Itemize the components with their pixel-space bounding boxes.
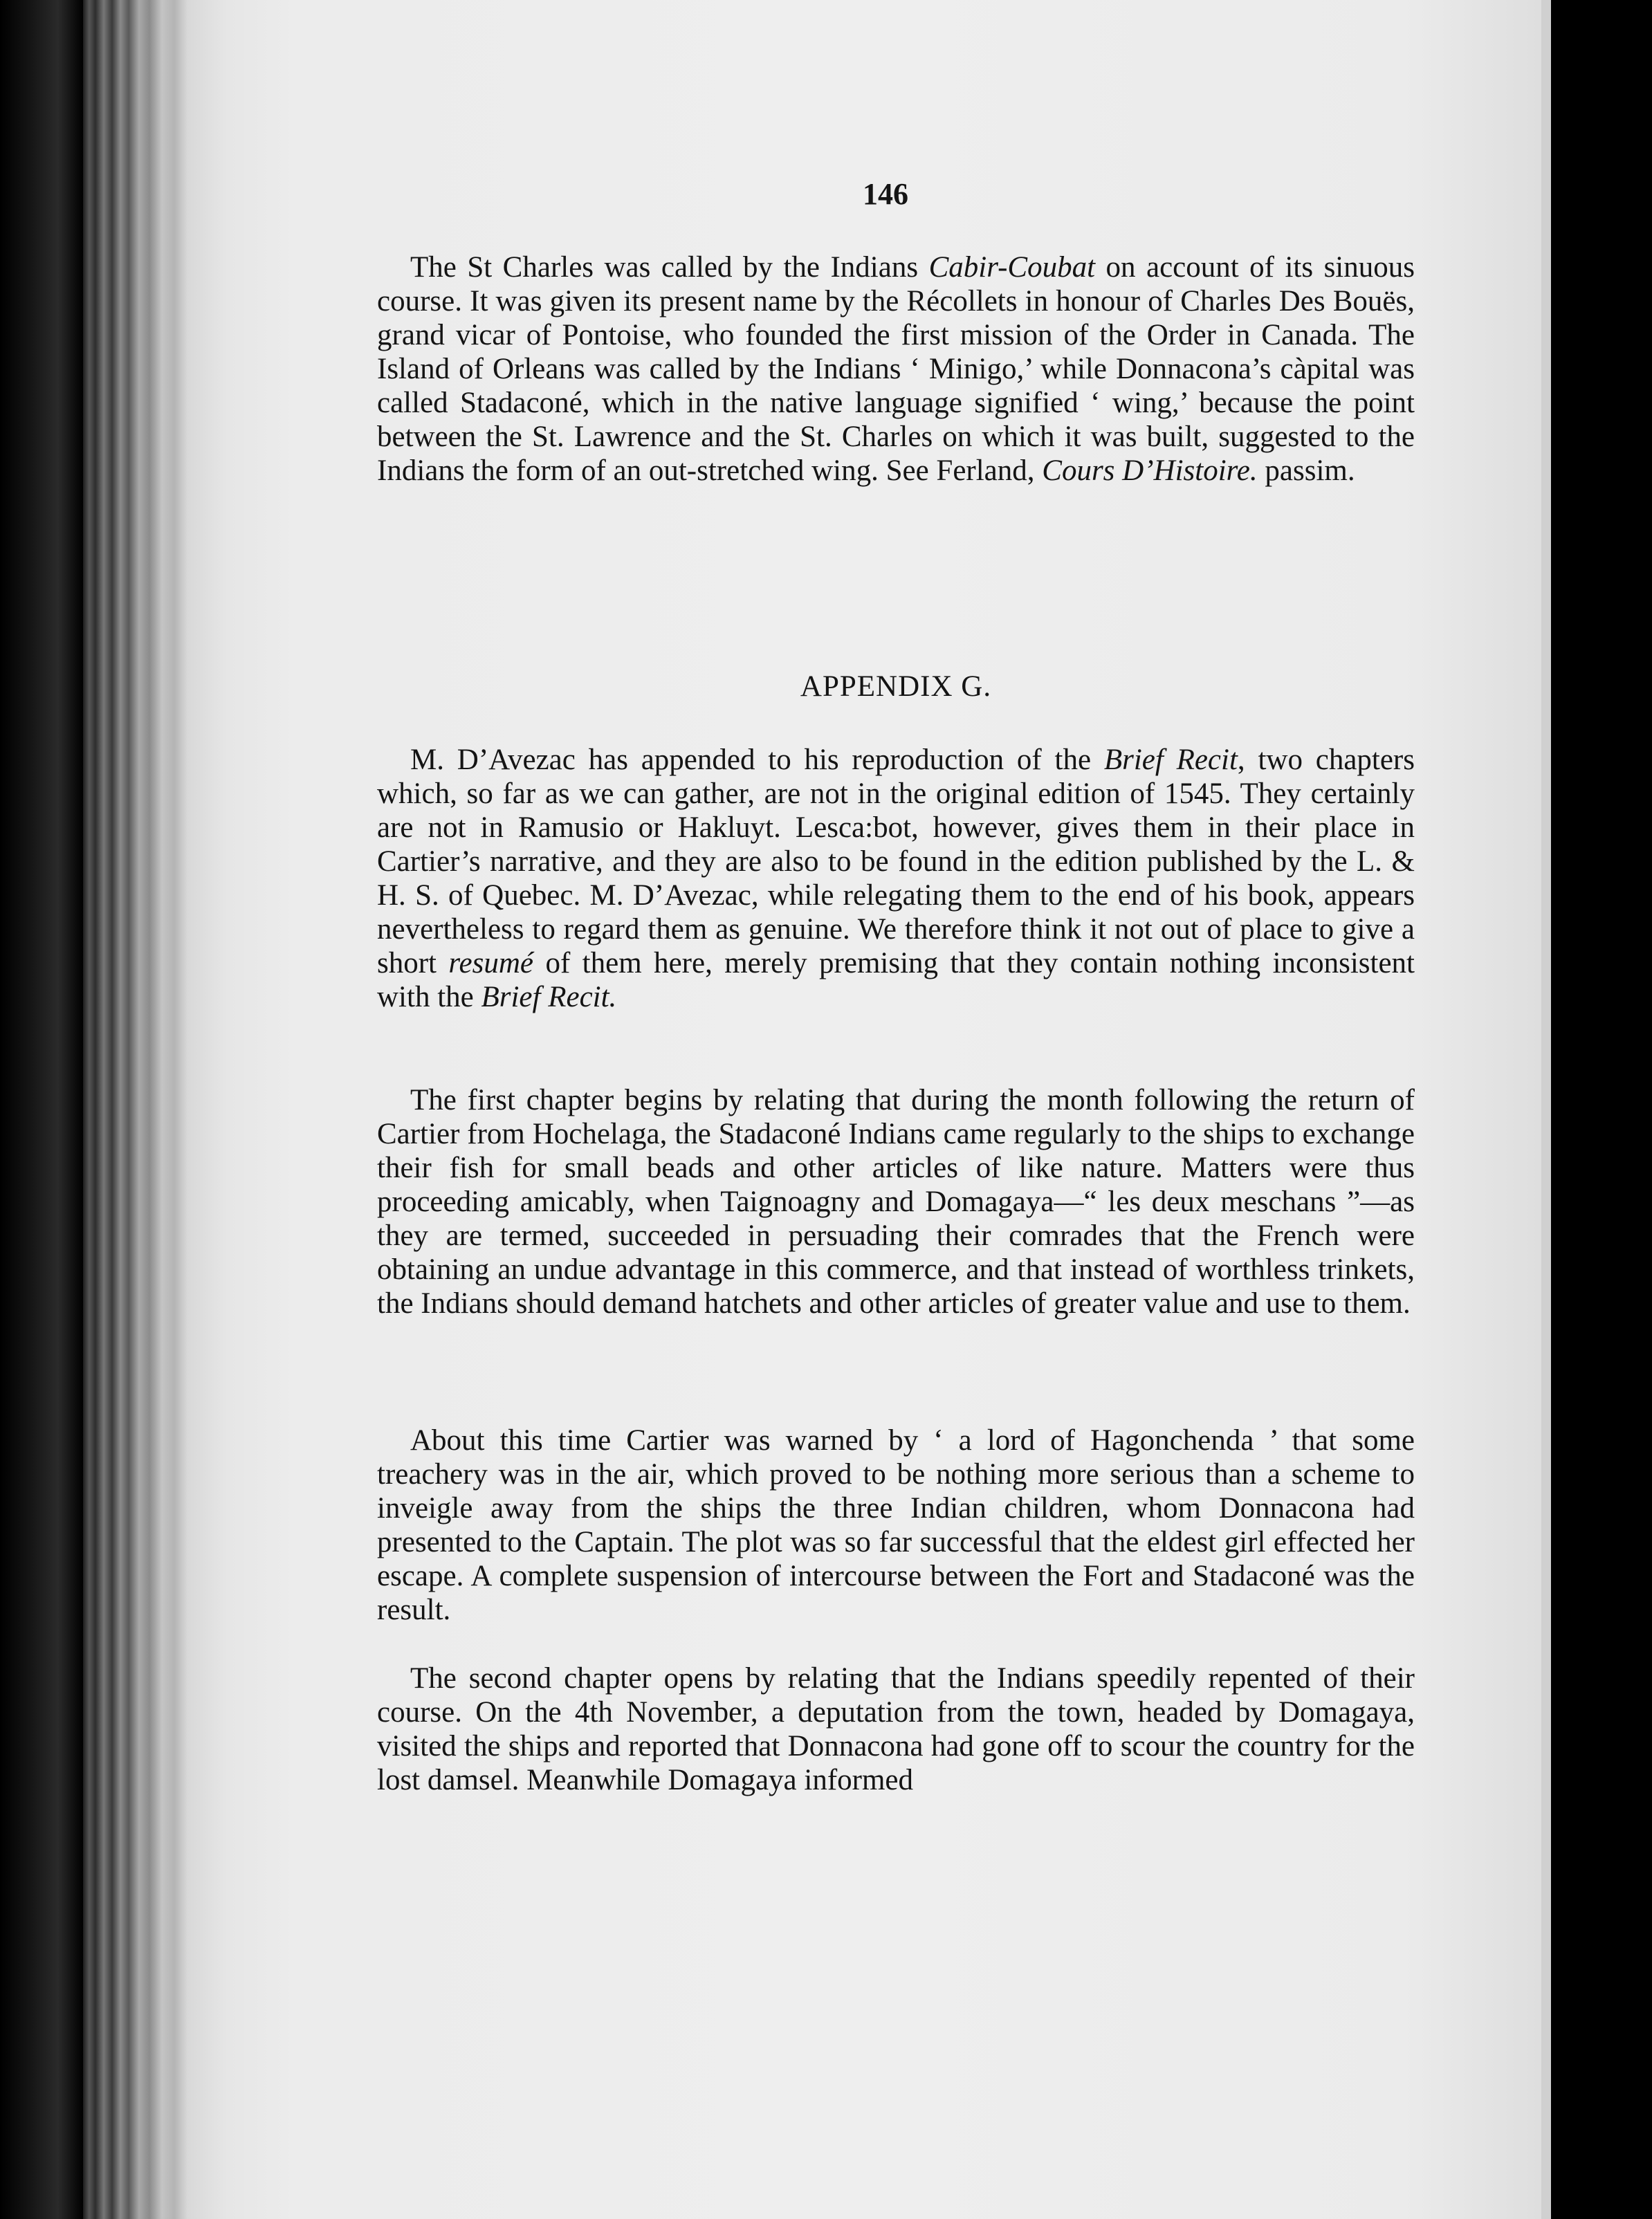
text-run: , two chapters which, so far as we can gather, are not in the original edition of 1545. They certainly are not in Ramusio or Hakluyt. Lesca:bot, however, gives them in their place in Cartier’s narrative, and they are also to be found in the edition published by the L. & H. S. of Quebec. M. D’Avezac, while relegating them to the end of his book, appears nevertheless to regard them as genuine. We therefore think it not out of place to give a short — [377, 744, 1415, 979]
italic-text-run: Cabir-Coubat — [928, 251, 1096, 284]
appendix-paragraph — [377, 1424, 1415, 1627]
italic-text-run: Brief Recit — [1103, 744, 1238, 776]
text-run: M. D’Avezac has appended to his reproduction of the — [410, 744, 1104, 776]
scan-left-border — [0, 0, 83, 2219]
page-number: 146 — [863, 177, 908, 211]
italic-text-run: Cours D’Histoire. — [1042, 454, 1258, 487]
book-spine-shadow — [83, 0, 187, 2219]
appendix-paragraph — [377, 743, 1415, 1014]
intro-paragraph — [377, 250, 1415, 488]
text-run: of them here, merely premising that they contain nothing inconsistent with the — [377, 947, 1415, 1013]
text-run: The St Charles was called by the Indians — [410, 251, 929, 284]
italic-text-run: resumé — [448, 947, 534, 979]
text-run: The second chapter opens by relating that the Indians speedily repented of their course. On the 4th November, a deputation from the town, headed by Domagaya, visited the ships and reported that Donnacona had gone off to scour the country for the lost damsel. Meanwhile Domagaya informed — [377, 1662, 1415, 1796]
text-run: About this time Cartier was warned by ‘ a lord of Hagonchenda ’ that some treachery was in the air, which proved to be nothing more serious than a scheme to inveigle away from the ships the three Indian children, whom Donnacona had presented to the Captain. The plot was so far successful that the eldest girl effected her escape. A complete suspension of intercourse between the Fort and Stadaconé was the result. — [377, 1424, 1415, 1626]
text-run: passim. — [1257, 454, 1355, 487]
italic-text-run: Brief Recit. — [481, 981, 617, 1013]
scan-right-border — [1551, 0, 1652, 2219]
text-run: The first chapter begins by relating that during the month following the return of Cartier from Hochelaga, the Stadaconé Indians came regularly to the ships to exchange their fish for small beads and other articles of like nature. Matters were thus proceeding amicably, when Taignoagny and Domagaya—“ les deux meschans ”—as they are termed, succeeded in persuading their comrades that the French were obtaining an undue advantage in this commerce, and that instead of worthless trinkets, the Indians should demand hatchets and other articles of greater value and use to them. — [377, 1084, 1415, 1320]
appendix-heading: APPENDIX G. — [800, 670, 992, 703]
appendix-paragraph — [377, 1661, 1415, 1797]
text-run: on account of its sinuous course. It was given its present name by the Récollets in honour of Charles Des Bouës, grand vicar of Pontoise, who founded the first mission of the Order in Canada. The Island of Orleans was called by the Indians ‘ Minigo,’ while Donnacona’s càpital was called Stadaconé, which in the native language signified ‘ wing,’ because the point between the St. Lawrence and the St. Charles on which it was built, suggested to the Indians the form of an out-stretched wing. See Ferland, — [377, 251, 1415, 487]
appendix-paragraph — [377, 1083, 1415, 1320]
page-edge — [1541, 0, 1551, 2219]
